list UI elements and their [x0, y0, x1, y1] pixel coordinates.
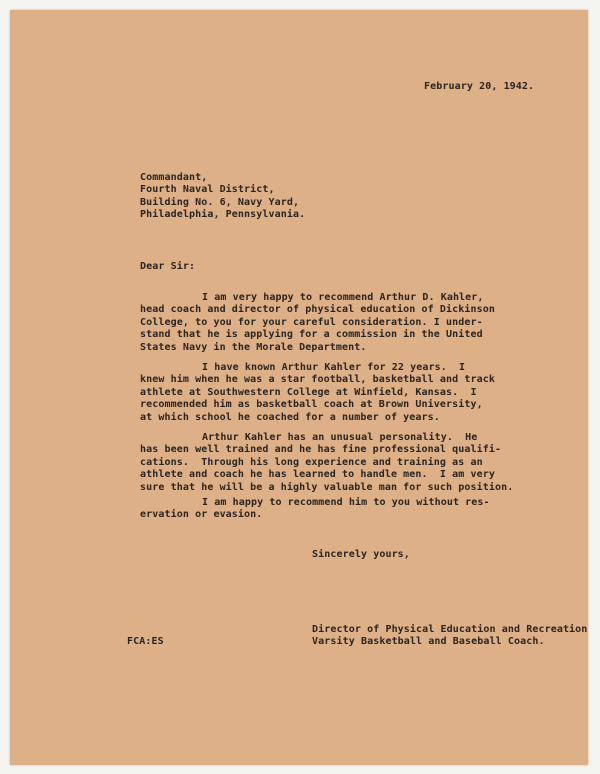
paragraph-line: Arthur Kahler has an unusual personality. He — [202, 432, 478, 443]
signature-title-line: Director of Physical Education and Recreation — [312, 624, 588, 635]
paragraph-3 — [140, 432, 513, 494]
paragraph-line: cations. Through his long experience and training as an — [140, 456, 483, 468]
paragraph-2 — [140, 362, 495, 424]
paragraph-line: has been well trained and he has fine professional qualifi- — [140, 444, 502, 456]
salutation: Dear Sir: — [140, 261, 196, 272]
paragraph-line: I am happy to recommend him to you without res- — [202, 497, 490, 508]
paragraph-line: College, to you for your careful consideration. I under- — [140, 316, 483, 328]
paragraph-line: ervation or evasion. — [140, 509, 263, 521]
address-line: Philadelphia, Pennsylvania. — [140, 209, 306, 221]
signature-title-line: Varsity Basketball and Baseball Coach. — [312, 636, 545, 648]
inside-address — [140, 172, 305, 222]
paragraph-line: at which school he coached for a number of years. — [140, 411, 440, 423]
paragraph-line: States Navy in the Morale Department. — [140, 341, 367, 353]
paragraph-line: knew him when he was a star football, basketball and track — [140, 374, 495, 386]
typist-initials: FCA:ES — [127, 636, 164, 647]
paragraph-line: I have known Arthur Kahler for 22 years. I — [202, 362, 466, 373]
letter-date: February 20, 1942. — [424, 81, 535, 92]
paragraph-line: athlete and coach he has learned to handle men. I am very — [140, 469, 495, 481]
paragraph-line: stand that he is applying for a commission in the United — [140, 329, 483, 341]
closing: Sincerely yours, — [312, 549, 410, 560]
paragraph-4 — [140, 497, 490, 522]
paragraph-line: I am very happy to recommend Arthur D. Kahler, — [202, 292, 484, 303]
paragraph-line: recommended him as basketball coach at Brown University, — [140, 399, 483, 411]
signature-titles — [312, 624, 587, 649]
paragraph-line: sure that he will be a highly valuable man for such position. — [140, 481, 514, 493]
paragraph-line: athlete at Southwestern College at Winfield, Kansas. I — [140, 386, 477, 398]
address-line: Commandant, — [140, 172, 208, 183]
letter-page — [10, 10, 588, 765]
paragraph-line: head coach and director of physical education of Dickinson — [140, 304, 495, 316]
address-line: Building No. 6, Navy Yard, — [140, 196, 300, 208]
paragraph-1 — [140, 292, 495, 354]
address-line: Fourth Naval District, — [140, 184, 275, 196]
